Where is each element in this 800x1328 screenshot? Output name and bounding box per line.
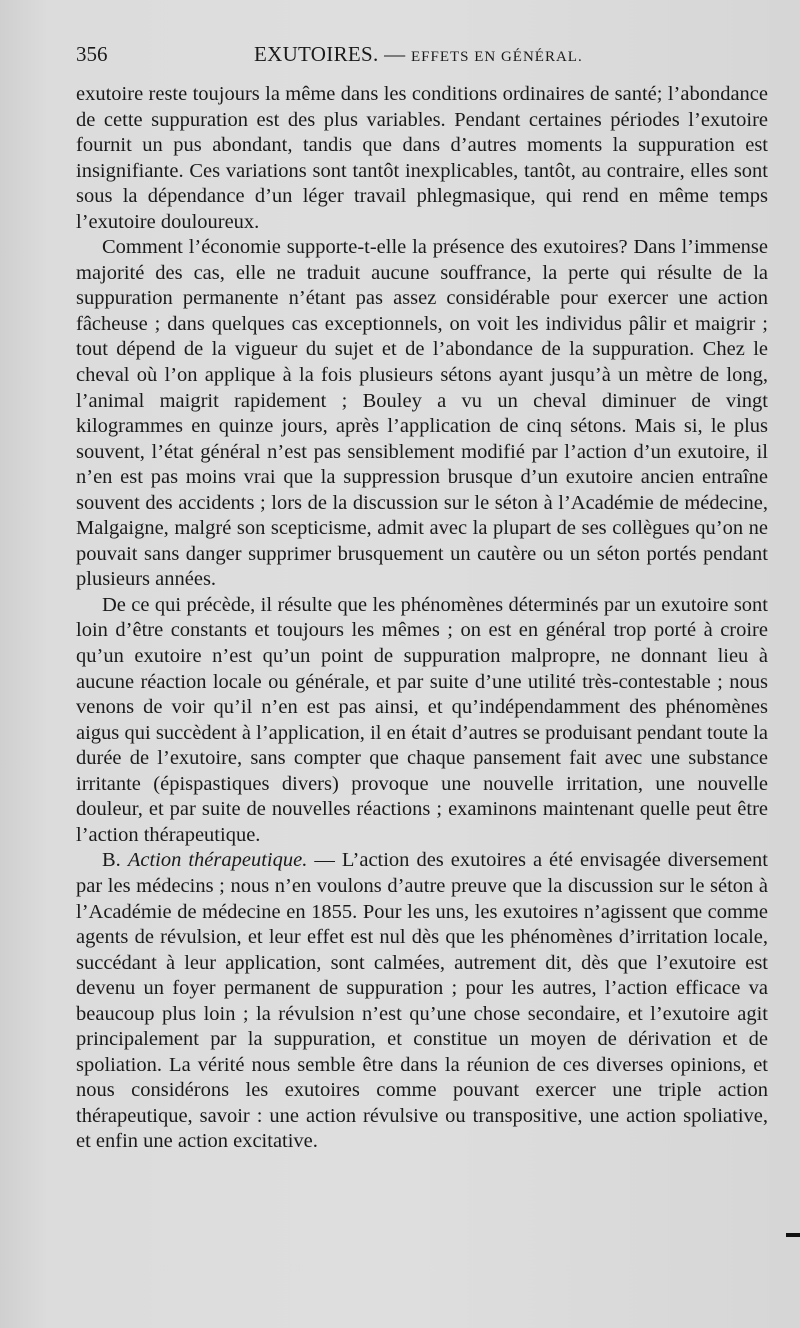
paragraph-4 — [76, 848, 768, 1155]
body-text — [76, 82, 768, 1155]
section-letter: B. — [102, 849, 121, 872]
running-separator: — — [384, 42, 406, 66]
paragraph-4-text: — L’action des exutoires a été envisagée diversement par les médecins ; nous n’en voulons d’autre preuve que la discussion sur le séton à l’Académie de médecine en 1855. Pour les uns, les exutoires n’agissent que comme agents de révulsion, et leur effet est nul dès que les phénomènes d’irritation locale, succédant à leur application, sont calmées, autrement dit, dès que l’exutoire est devenu un foyer permanent de suppuration ; pour les autres, l’action efficace va beaucoup plus loin ; la révulsion n’est qu’une chose secondaire, et l’exutoire agit principalement par la suppuration, et constitue un moyen de dérivation et de spoliation. La vérité nous semble être dans la réunion de ces diverses opinions, et nous considérons les exutoires comme pouvant exercer une triple action thérapeutique, savoir : une action révulsive ou transpositive, une action spoliative, et enfin une action excitative. — [76, 849, 768, 1153]
paragraph-2: Comment l’économie supporte-t-elle la présence des exutoires? Dans l’immense majorité des cas, elle ne traduit aucune souffrance, la perte qui résulte de la suppuration permanente n’étant pas assez considérable pour exercer une action fâcheuse ; dans quelques cas exceptionnels, on voit les individus pâlir et maigrir ; tout dépend de la vigueur du sujet et de l’abondance de la suppuration. Chez le cheval où l’on applique à la fois plusieurs sétons ayant jusqu’à un mètre de long, l’animal maigrit rapidement ; Bouley a vu un cheval diminuer de vingt kilogrammes en quinze jours, après l’application de cinq sétons. Mais si, le plus souvent, l’état général n’est pas sensiblement modifié par l’action d’un exutoire, il n’en est pas moins vrai que la suppression brusque d’un exutoire ancien entraîne souvent des accidents ; lors de la discussion sur le séton à l’Académie de médecine, Malgaigne, malgré son scepticisme, admit avec la plupart de ses collègues qu’on ne pouvait sans danger supprimer brusquement un cautère ou un séton portés pendant plusieurs années. — [76, 236, 768, 591]
page-number: 356 — [76, 42, 108, 66]
page-header — [76, 42, 766, 70]
paragraph-1: exutoire reste toujours la même dans les conditions ordinaires de santé; l’abondance de cette suppuration est des plus variables. Pendant certaines périodes l’exutoire fournit un pus abondant, tandis que dans d’autres moments la suppuration est insignifiante. Ces variations sont tantôt inexplicables, tantôt, au contraire, elles sont sous la dépendance d’un léger travail phlegmasique, qui rend en même temps l’exutoire douloureux. — [76, 83, 768, 233]
running-subtitle: EFFETS EN GÉNÉRAL. — [410, 49, 583, 65]
running-head — [254, 42, 583, 67]
section-title: Action thérapeutique. — [127, 849, 308, 872]
page-edge-mark — [786, 1233, 800, 1237]
paragraph-3: De ce qui précède, il résulte que les phénomènes déterminés par un exutoire sont loin d’être constants et toujours les mêmes ; on est en général trop porté à croire qu’un exutoire n’est qu’un point de suppuration malpropre, ne donnant lieu à aucune réaction locale ou générale, et par suite d’une utilité très-contestable ; nous venons de voir qu’il n’en est pas ainsi, et qu’indépendamment des phénomènes aigus qui succèdent à l’application, il en était d’autres se produisant pendant toute la durée de l’exutoire, sans compter que chaque pansement fait avec une substance irritante (épispastiques divers) provoque une nouvelle irritation, une nouvelle douleur, et par suite de nouvelles réactions ; examinons maintenant quelle peut être l’action thérapeutique. — [76, 593, 768, 846]
running-title: EXUTOIRES. — [254, 42, 379, 66]
